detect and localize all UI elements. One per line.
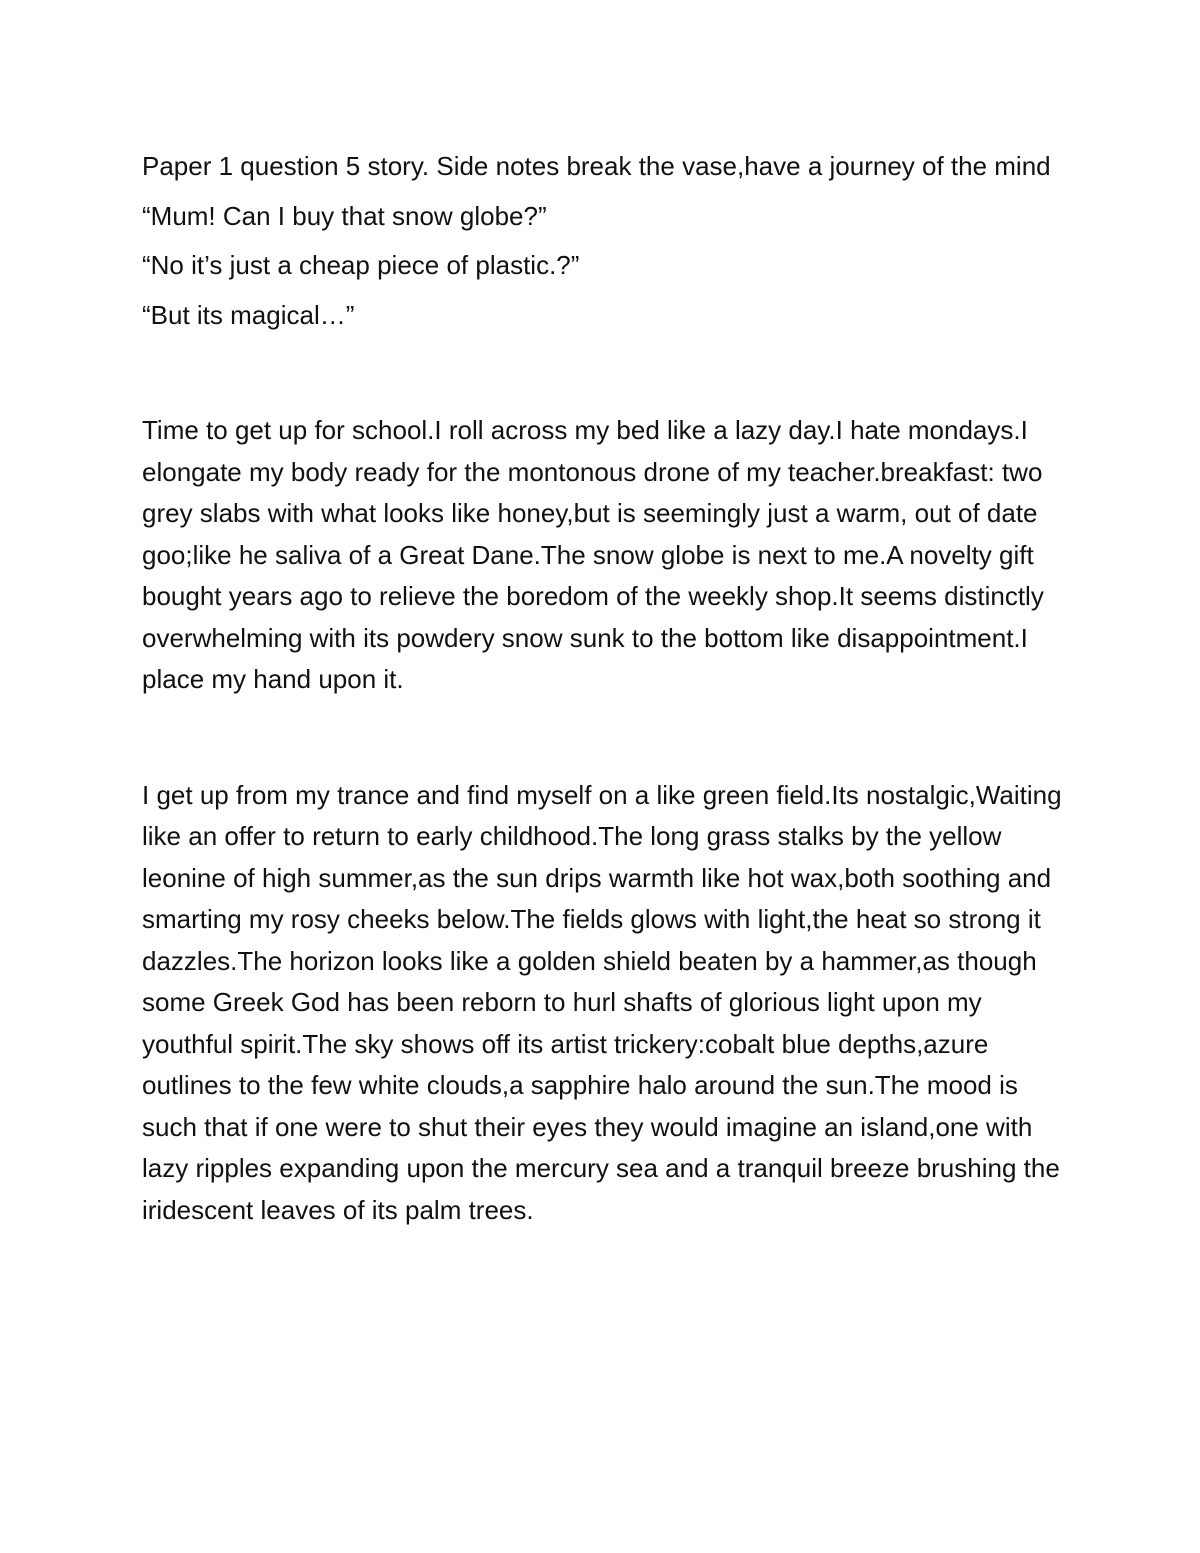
dialogue-line-1: “Mum! Can I buy that snow globe?” bbox=[142, 200, 547, 231]
story-paragraph-2: I get up from my trance and find myself on a like green field.Its nostalgic,Waiting like an offer to return to early childhood.The long grass stalks by the yellow leonine of high summer,as the sun drips warmth like hot wax,both soothing and smarting my rosy cheeks below.The fields glows with light,the heat so strong it dazzles.The horizon looks like a golden shield beaten by a hammer,as though some Greek God has been reborn to hurl shafts of glorious light upon my youthful spirit.The sky shows off its artist trickery:cobalt blue depths,azure outlines to the few white clouds,a sapphire halo around the sun.The mood is such that if one were to shut their eyes they would imagine an island,one with lazy ripples expanding upon the mercury sea and a tranquil breeze brushing the iridescent leaves of its palm trees. bbox=[142, 779, 1062, 1225]
document-body bbox=[142, 146, 1062, 1231]
document-heading: Paper 1 question 5 story. Side notes break the vase,have a journey of the mind bbox=[142, 151, 1051, 181]
dialogue-line-3: “But its magical…” bbox=[142, 299, 355, 330]
story-paragraph-1: Time to get up for school.I roll across my bed like a lazy day.I hate mondays.I elongate my body ready for the montonous drone of my teacher.breakfast: two grey slabs with what looks like honey,but is seemingly just a warm, out of date goo;like he saliva of a Great Dane.The snow globe is next to me.A novelty gift bought years ago to relieve the boredom of the weekly shop.It seems distinctly overwhelming with its powdery snow sunk to the bottom like disappointment.I place my hand upon it. bbox=[142, 415, 1044, 694]
dialogue-line-2: “No it’s just a cheap piece of plastic.?” bbox=[142, 250, 580, 280]
